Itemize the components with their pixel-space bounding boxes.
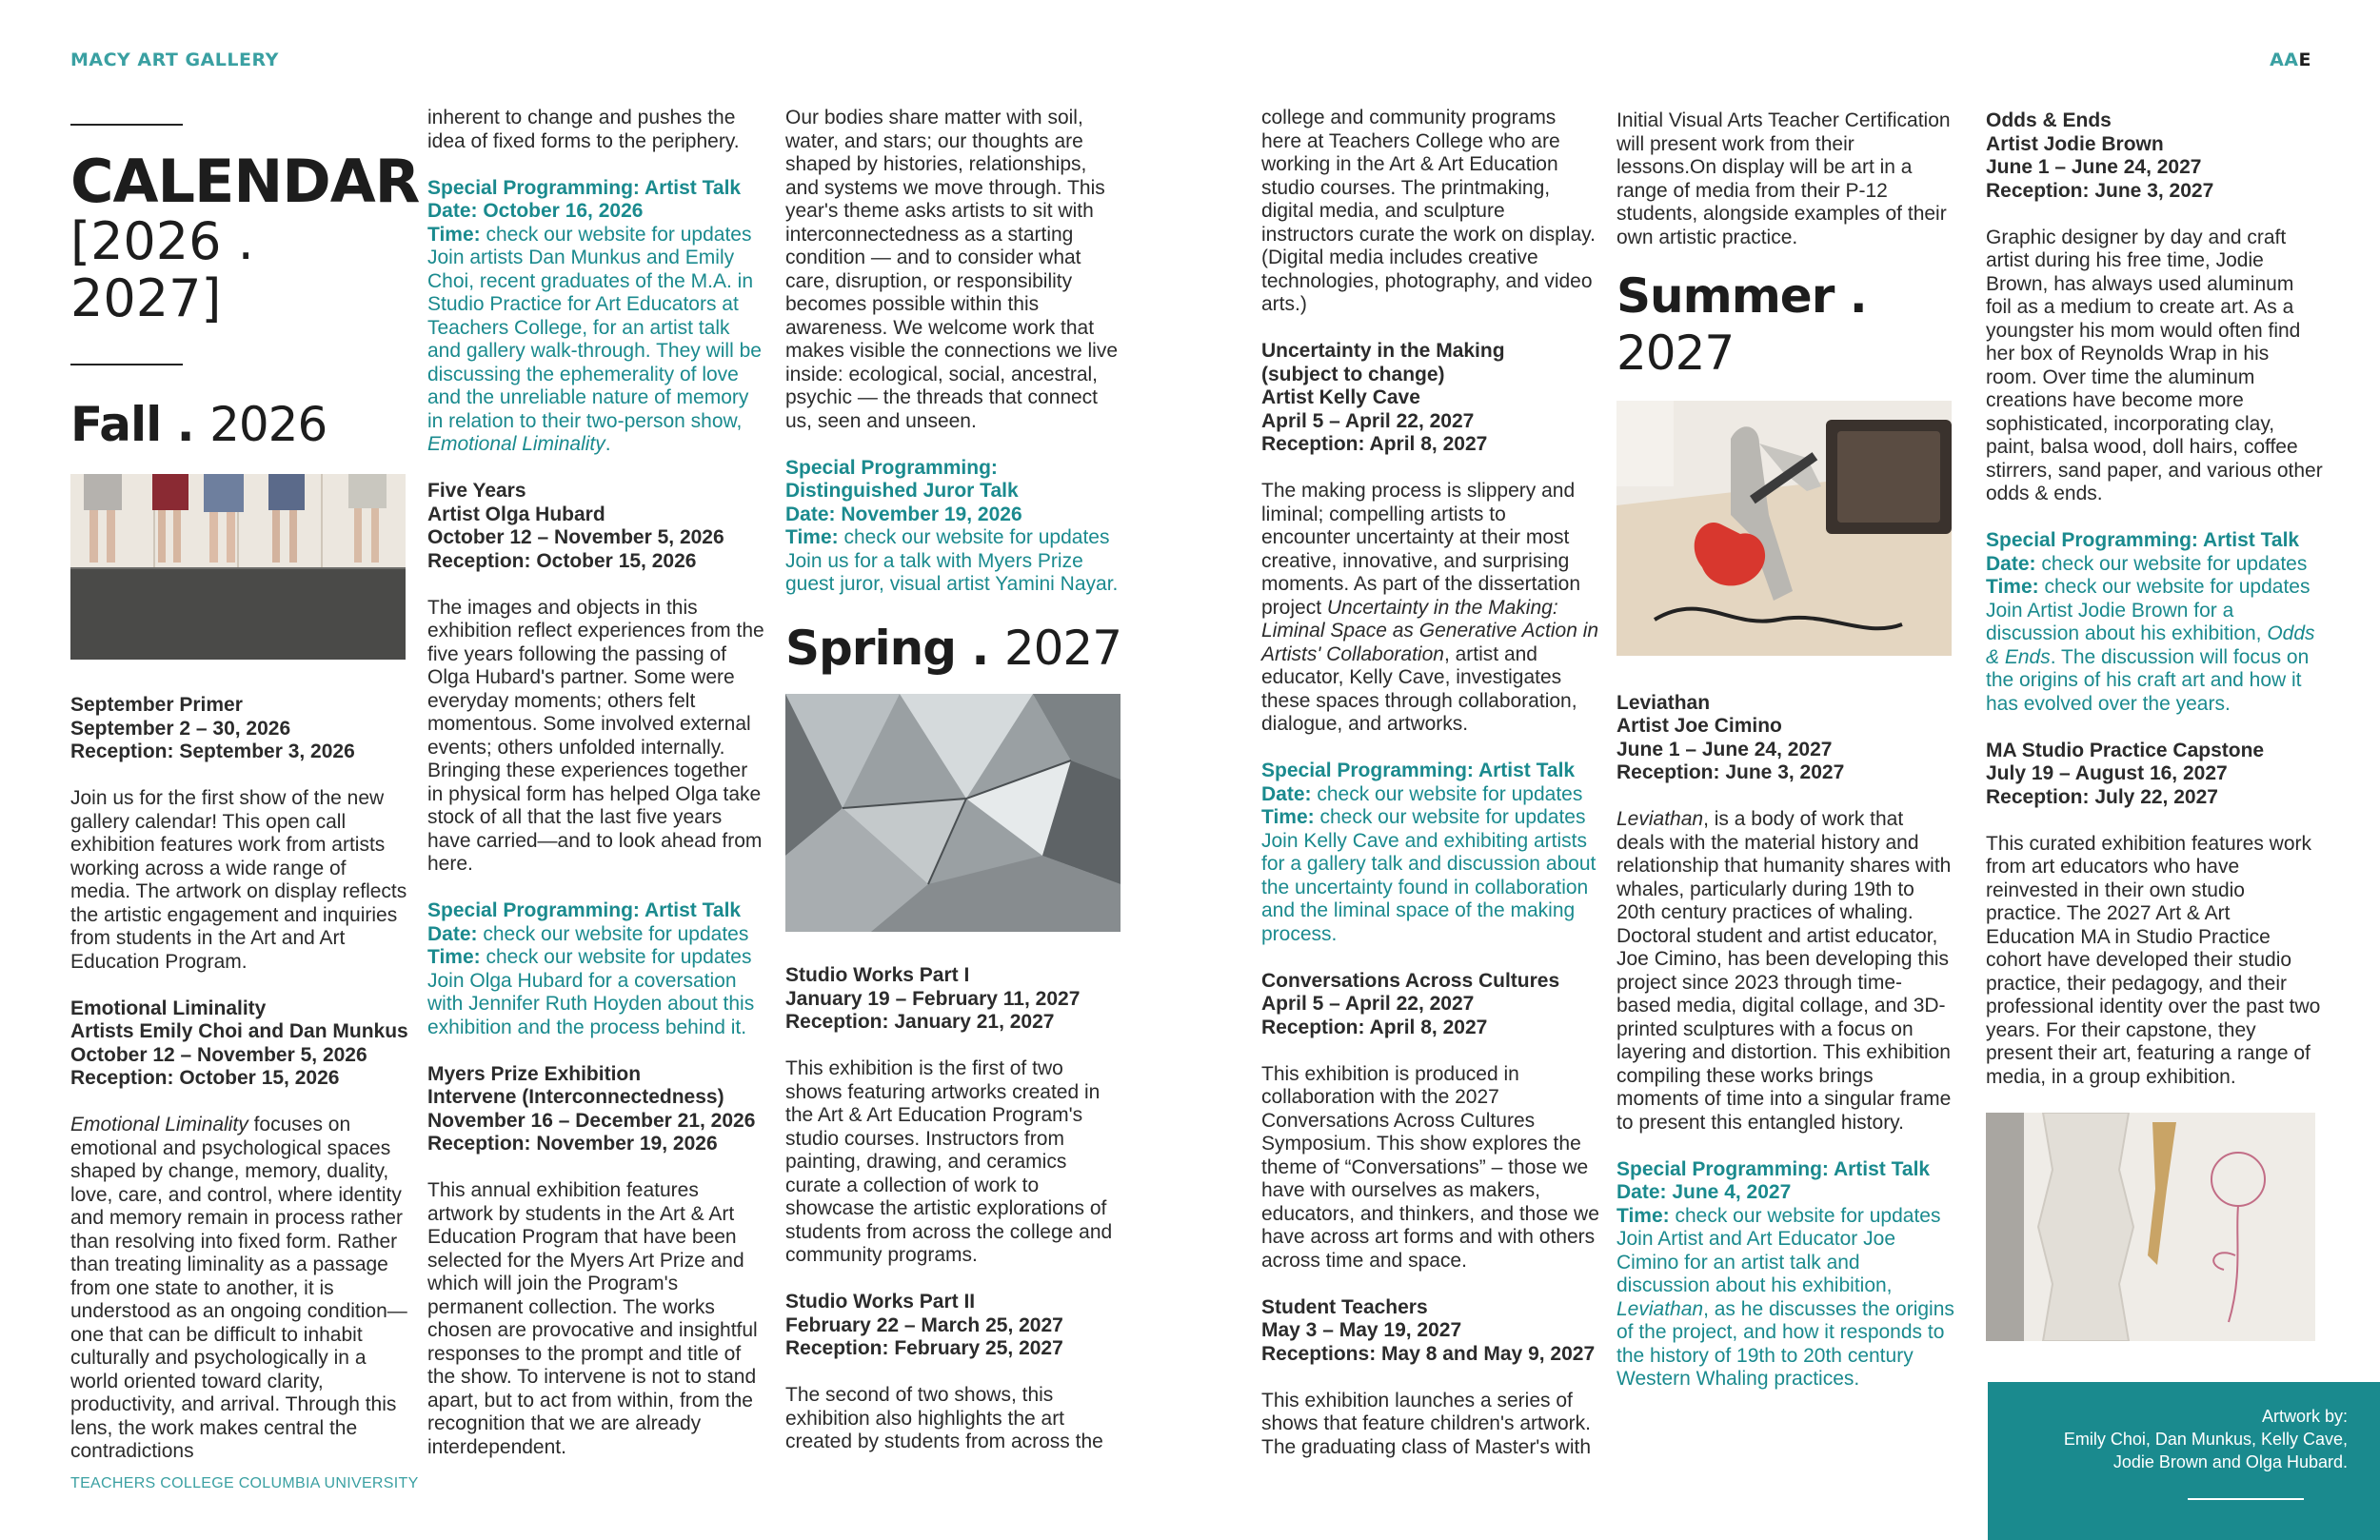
sp-date: [1986, 553, 2324, 577]
sp-title: Special Programming: Artist Talk: [1616, 1157, 1931, 1180]
event-description: Graphic designer by day and craft artist during his free time, Jodie Brown, has always used aluminum foil as a medium to create art. As a youngster his mom would often find her box of Reynolds Wrap in his room. Over time the aluminum creations have become more sophisticated, incorporating clay, paint, balsa wood, doll hairs, coffee stirrers, sand paper, and various other odds & ends.: [1986, 226, 2323, 504]
season-fall-heading: [70, 396, 408, 453]
season-year: 2026: [209, 397, 327, 452]
season-name: Summer: [1616, 267, 1835, 324]
artwork-image-spring: [785, 694, 1121, 932]
credits-rule: [2188, 1498, 2304, 1500]
sp-time-value: check our website for updates: [486, 223, 752, 246]
work-title: Leviathan: [1616, 1297, 1704, 1320]
event-description: This exhibition is produced in collaboration with the 2027 Conversations Across Cultures Symposium. This show explores the theme of “Conversations” – those we have with ourselves as makers, educators, and thinkers, and those we have across art forms and with others across time and space.: [1261, 1062, 1599, 1272]
work-title: Odds & Ends: [1986, 622, 2315, 668]
event-dates: June 1 – June 24, 2027: [1616, 738, 1833, 760]
event-artist: Artist Kelly Cave: [1261, 386, 1420, 408]
sp-date: [427, 923, 765, 947]
sp-text-end: , as he discusses the origins of the project, and how it responds to the history of 19th to 20th century Western Whaling practices.: [1616, 1297, 1954, 1390]
event-title: Emotional Liminality: [70, 997, 267, 1019]
sp-time: [427, 946, 765, 970]
event-dates: April 5 – April 22, 2027: [1261, 409, 1475, 432]
event-reception: Reception: April 8, 2027: [1261, 1016, 1488, 1038]
event-title: MA Studio Practice Capstone: [1986, 739, 2265, 761]
special-programming-juror-talk: [785, 457, 1123, 597]
credits-line-3: Jodie Brown and Olga Hubard.: [2112, 1452, 2348, 1471]
gallery-name: MACY ART GALLERY: [70, 49, 279, 70]
sp-time: [785, 526, 1123, 550]
event-reception: Reception: April 8, 2027: [1261, 433, 1488, 455]
event-dates: November 16 – December 21, 2026: [427, 1109, 756, 1132]
work-title: Emotional Liminality: [70, 1114, 248, 1135]
sp-text: Join artists Dan Munkus and Emily Choi, recent graduates of the M.A. in Studio Practice for Art Educators at Teachers College, for an artist talk and gallery walk-through. They will be discussing the ephemerality of love and the unreliable nature of memory in relation to their two-person show,: [427, 247, 762, 432]
event-reception: Reception: October 15, 2026: [70, 1067, 340, 1089]
event-subtitle: Intervene (Interconnectedness): [427, 1086, 724, 1108]
season-dot: .: [956, 621, 1004, 676]
sp-text: Join Artist Jodie Brown for a discussion about his exhibition,: [1986, 599, 2268, 644]
sp-date-label: Date:: [427, 922, 478, 945]
artwork-image-fall: [70, 474, 406, 660]
event-description: The images and objects in this exhibition reflect experiences from the five years following the passing of Olga Hubard's partner. Some were everyday moments; others felt momentous. Some involved external events; others unfolded internally. Bringing these experiences together in physical form has helped Olga take stock of all that the last five years have carried—and to look ahead from here.: [427, 596, 764, 875]
rule-top: [70, 124, 183, 126]
event-description: Join us for the first show of the new gallery calendar! This open call exhibition features work from artists working across a wide range of media. The artwork on display reflects the artistic engagement and inquiries from students in the Art and Art Education Program.: [70, 787, 407, 973]
artwork-image-summer: [1616, 401, 1952, 656]
sp-time: [1986, 576, 2324, 600]
work-title: Emotional Liminality: [427, 433, 605, 455]
column-2: [427, 107, 765, 1483]
event-ma-capstone: [1986, 740, 2324, 810]
paper-sculpture-artwork: [1986, 1113, 2315, 1341]
continued-text: Our bodies share matter with soil, water, and stars; our thoughts are shaped by histories, relationships, and systems we move through. This year's theme asks artists to sit with interconnectedness as a starting condition — and to consider what care, disruption, or responsibility becomes possible within this awareness. We welcome work that makes visible the connections we live inside: ecological, social, ancestral, psychic — the threads that connect us, seen and unseen.: [785, 107, 1119, 432]
footer-institution: TEACHERS COLLEGE COLUMBIA UNIVERSITY: [70, 1475, 419, 1491]
sp-time-label: Time:: [1986, 576, 2039, 598]
sp-text: Join Artist and Art Educator Joe Cimino for an artist talk and discussion about his exhibition,: [1616, 1228, 1895, 1296]
logo-mark-last: E: [2298, 49, 2311, 70]
column-5: [1616, 109, 1954, 1414]
sp-description: [1616, 1228, 1954, 1392]
event-odds-ends: [1986, 109, 2324, 203]
calendar-years: [2026 . 2027]: [70, 211, 254, 328]
event-reception: Reception: July 22, 2027: [1986, 785, 2218, 808]
rule-bottom: [70, 364, 183, 365]
event-five-years: [427, 480, 765, 573]
event-title: Leviathan: [1616, 691, 1711, 714]
event-dates: September 2 – 30, 2026: [70, 717, 291, 740]
column-4: [1261, 107, 1599, 1483]
event-title: Uncertainty in the Making: [1261, 340, 1505, 362]
event-description: This curated exhibition features work from art educators who have reinvested in their own studio practice. The 2027 Art & Art Education MA in Studio Practice cohort have developed their studio practice, their pedagogy, and their professional identity over the past two years. For their capstone, they present their art, featuring a range of media, in a group exhibition.: [1986, 832, 2321, 1088]
event-dates: February 22 – March 25, 2027: [785, 1313, 1063, 1336]
sp-time: [427, 224, 765, 247]
artwork-image-capstone: [1986, 1113, 2315, 1341]
sp-title-line-2: Distinguished Juror Talk: [785, 480, 1019, 502]
sp-time: [1616, 1205, 1954, 1229]
event-title: Studio Works Part I: [785, 964, 970, 986]
event-september-primer: [70, 694, 408, 764]
sp-text-end: . The discussion will focus on the origins of his craft art and how it has evolved over the years.: [1986, 645, 2310, 715]
continued-text: college and community programs here at Teachers College who are working in the Art & Art Education studio courses. The printmaking, digital media, and sculpture instructors curate the work on display. (Digital media includes creative technologies, photography, and video arts.): [1261, 107, 1596, 315]
sp-time-value: check our website for updates: [843, 526, 1110, 548]
sp-date: Date: November 19, 2026: [785, 503, 1022, 525]
event-leviathan: [1616, 692, 1954, 785]
event-description: [1261, 480, 1599, 737]
sp-description: Join Kelly Cave and exhibiting artists for a gallery talk and discussion about the uncertainty found in collaboration and the liminal space of the making process.: [1261, 829, 1597, 945]
credits-line-2: Emily Choi, Dan Munkus, Kelly Cave,: [2063, 1430, 2348, 1449]
sp-time: [1261, 806, 1599, 830]
event-description: This exhibition launches a series of shows that feature children's artwork. The graduating class of Master's with: [1261, 1389, 1591, 1458]
event-reception: Reception: June 3, 2027: [1616, 761, 1845, 783]
sp-time-value: check our website for updates: [1319, 806, 1586, 828]
sp-date: Date: October 16, 2026: [427, 200, 644, 222]
event-description: [70, 1114, 408, 1464]
event-uncertainty: [1261, 340, 1599, 457]
event-reception: Reception: January 21, 2027: [785, 1011, 1055, 1033]
season-name: Fall: [70, 397, 162, 452]
artwork-credits-panel: [1988, 1382, 2380, 1540]
work-title: Leviathan: [1616, 808, 1704, 830]
credits-line-1: Artwork by:: [2261, 1407, 2348, 1426]
event-student-teachers: [1261, 1296, 1599, 1367]
special-programming-emotional-liminality: [427, 177, 765, 457]
event-title: Myers Prize Exhibition: [427, 1062, 642, 1085]
event-reception: Reception: September 3, 2026: [70, 740, 355, 762]
event-reception: Reception: November 19, 2026: [427, 1133, 718, 1155]
event-reception: Reception: October 15, 2026: [427, 549, 697, 572]
sp-date-label: Date:: [1986, 552, 2036, 575]
sp-description: Join us for a talk with Myers Prize guest juror, visual artist Yamini Nayar.: [785, 549, 1119, 595]
event-description: This exhibition is the first of two shows featuring artworks created in the Art & Art Education Program's studio courses. Instructors from painting, drawing, and ceramics curate a collection of work to showcase the artistic explorations of students from across the college and community programs.: [785, 1057, 1113, 1266]
sp-description: [427, 247, 765, 457]
event-title: Studio Works Part II: [785, 1291, 976, 1313]
faceted-sculpture-artwork: [785, 694, 1121, 932]
sp-time-label: Time:: [427, 223, 481, 246]
continued-text: Initial Visual Arts Teacher Certification will present work from their lessons.On display will be art in a range of media from their P-12 students, alongside examples of their own artistic practice.: [1616, 109, 1951, 248]
season-spring-heading: [785, 620, 1123, 677]
event-dates: October 12 – November 5, 2026: [70, 1043, 367, 1066]
sp-description: [1986, 600, 2324, 717]
sp-date: Date: June 4, 2027: [1616, 1181, 1792, 1203]
description-text: focuses on emotional and psychological spaces shaped by change, memory, duality, love, care, and control, where identity and memory remain in process rather than resolving into fixed form. Rather than treating liminality as a passage from one state to another, it is understood as an ongoing condition—one that can be difficult to inhabit culturally and psychologically in a world oriented toward clarity, productivity, and arrival. Through this lens, the work makes central the contradictions: [70, 1114, 407, 1462]
sp-description: Join Olga Hubard for a coversation with Jennifer Ruth Hoyden about this exhibition and the process behind it.: [427, 969, 755, 1038]
column-3: [785, 107, 1123, 1477]
logo-mark-main: AA: [2270, 49, 2299, 70]
sp-date-value: check our website for updates: [483, 922, 749, 945]
sp-time-value: check our website for updates: [486, 946, 752, 968]
event-reception: Reception: February 25, 2027: [785, 1337, 1063, 1359]
sp-date-value: check our website for updates: [2041, 552, 2308, 575]
event-title: Odds & Ends: [1986, 109, 2112, 131]
event-studio-works-1: [785, 964, 1123, 1035]
season-dot: .: [1834, 267, 1867, 324]
event-description: [1616, 808, 1954, 1135]
event-dates: January 19 – February 11, 2027: [785, 987, 1081, 1010]
event-title: Conversations Across Cultures: [1261, 969, 1560, 992]
work-title: Uncertainty in the Making: Liminal Space as Generative Action in Artists' Collaboration: [1261, 596, 1599, 665]
special-programming-uncertainty: [1261, 760, 1599, 946]
season-year: 2027: [1003, 621, 1122, 676]
sp-title-line-1: Special Programming:: [785, 456, 998, 479]
event-dates: July 19 – August 16, 2027: [1986, 762, 2228, 784]
event-conversations: [1261, 970, 1599, 1040]
season-dot: .: [161, 397, 210, 452]
sp-time-value: check our website for updates: [2044, 576, 2311, 598]
sp-time-label: Time:: [1261, 806, 1315, 828]
event-studio-works-2: [785, 1291, 1123, 1361]
sp-date-value: check our website for updates: [1317, 782, 1583, 805]
event-title: September Primer: [70, 694, 243, 716]
event-reception: Receptions: May 8 and May 9, 2027: [1261, 1342, 1596, 1365]
description-text: The making process is slippery and liminal; compelling artists to encounter uncertainty at their most creative, innovative, and surprising moments. As part of the dissertation project: [1261, 480, 1580, 619]
event-dates: May 3 – May 19, 2027: [1261, 1319, 1462, 1341]
event-title-note: (subject to change): [1261, 363, 1445, 385]
event-dates: October 12 – November 5, 2026: [427, 526, 724, 548]
sp-title: Special Programming: Artist Talk: [427, 899, 742, 921]
special-programming-odds-ends: [1986, 529, 2324, 716]
special-programming-five-years: [427, 899, 765, 1039]
sp-time-label: Time:: [1616, 1204, 1670, 1227]
season-summer-heading: [1616, 267, 1954, 382]
season-name: Spring: [785, 621, 956, 676]
event-emotional-liminality: [70, 997, 408, 1091]
season-year: 2027: [1616, 325, 1735, 381]
figures-artwork: [70, 474, 406, 660]
event-reception: Reception: June 3, 2027: [1986, 179, 2214, 202]
event-artists: Artists Emily Choi and Dan Munkus: [70, 1020, 408, 1042]
event-artist: Artist Joe Cimino: [1616, 715, 1782, 737]
special-programming-leviathan: [1616, 1158, 1954, 1392]
continued-text: inherent to change and pushes the idea of fixed forms to the periphery.: [427, 107, 740, 152]
description-text-end: , artist and educator, Kelly Cave, investigates these spaces through collaboration, dialogue, and artworks.: [1261, 642, 1577, 735]
event-dates: June 1 – June 24, 2027: [1986, 156, 2202, 178]
event-artist: Artist Olga Hubard: [427, 503, 605, 525]
sp-time-label: Time:: [427, 946, 481, 968]
sp-time-value: check our website for updates: [1675, 1204, 1941, 1227]
event-myers-prize: [427, 1063, 765, 1156]
event-title: Five Years: [427, 480, 526, 502]
event-artist: Artist Jodie Brown: [1986, 132, 2164, 155]
description-text: , is a body of work that deals with the material history and relationship that humanity shares with whales, particularly during 19th to 20th century practices of whaling. Doctoral student and artist educator, Joe Cimino, has been developing this project since 2023 through time-based media, digital collage, and 3D-printed sculptures with a focus on layering and distortion. This exhibition compiling these works brings moments of time into a singular frame to present this entangled history.: [1616, 808, 1952, 1134]
event-dates: April 5 – April 22, 2027: [1261, 993, 1475, 1015]
sp-title: Special Programming: Artist Talk: [1986, 529, 2300, 551]
sp-title: Special Programming: Artist Talk: [427, 176, 742, 199]
sp-text-end: .: [605, 433, 611, 455]
calendar-title: CALENDAR: [70, 147, 420, 216]
event-description: This annual exhibition features artwork by students in the Art & Art Education Program that have been selected for the Myers Art Prize and which will join the Program's permanent collection. The works chosen are provocative and insightful responses to the prompt and title of the show. To intervene is not to stand apart, but to act from within, from the recognition that we are already interdependent.: [427, 1179, 758, 1458]
event-description: The second of two shows, this exhibition also highlights the art created by students from across the: [785, 1384, 1103, 1452]
sp-date: [1261, 783, 1599, 807]
column-1: [70, 124, 420, 1487]
sp-title: Special Programming: Artist Talk: [1261, 760, 1576, 781]
column-6: [1986, 109, 2324, 1341]
guitar-sculpture-artwork: [1616, 401, 1952, 656]
sp-date-label: Date:: [1261, 782, 1312, 805]
event-title: Student Teachers: [1261, 1295, 1428, 1318]
logo-mark: [2270, 49, 2311, 70]
sp-time-label: Time:: [785, 526, 839, 548]
